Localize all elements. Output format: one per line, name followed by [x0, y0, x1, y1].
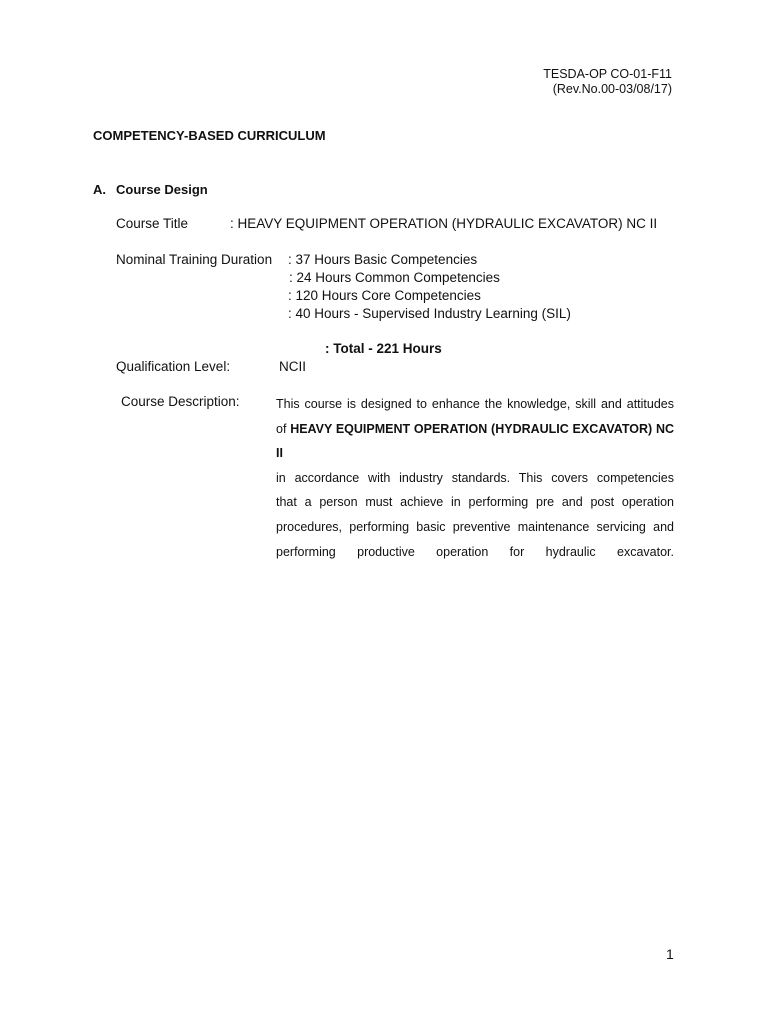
document-title: COMPETENCY-BASED CURRICULUM: [93, 128, 326, 143]
description-qualification: HEAVY EQUIPMENT OPERATION (HYDRAULIC EXCAVATOR) NC II: [276, 421, 674, 461]
duration-core: : 120 Hours Core Competencies: [288, 288, 481, 303]
qualification-label: Qualification Level:: [116, 359, 231, 374]
page-number: 1: [666, 946, 674, 962]
duration-common: : 24 Hours Common Competencies: [289, 270, 500, 285]
description-line: in accordance with industry standards. This covers competencies: [276, 470, 674, 485]
duration-basic: : 37 Hours Basic Competencies: [288, 252, 478, 267]
description-line: performing productive operation for hydraulic excavator.: [276, 544, 674, 559]
description-label: Course Description:: [121, 394, 240, 409]
section-title: Course Design: [116, 182, 208, 197]
form-code: TESDA-OP CO-01-F11: [543, 67, 672, 81]
description-line: This course is designed to enhance the knowledge, skill and attitudes: [276, 397, 674, 411]
description-line: procedures, performing basic preventive maintenance servicing and: [276, 519, 674, 534]
description-line-prefix: of: [276, 421, 291, 436]
duration-label: Nominal Training Duration: [116, 252, 273, 267]
section-letter: A.: [93, 182, 106, 197]
duration-sil: : 40 Hours - Supervised Industry Learning (SIL): [288, 306, 571, 321]
duration-total: : Total - 221 Hours: [325, 341, 442, 356]
course-title-label: Course Title: [116, 216, 189, 231]
revision-number: (Rev.No.00-03/08/17): [552, 82, 672, 96]
description-line: that a person must achieve in performing pre and post operation: [276, 495, 674, 510]
qualification-value: NCII: [279, 359, 306, 374]
course-title-value: : HEAVY EQUIPMENT OPERATION (HYDRAULIC EXCAVATOR) NC II: [230, 216, 658, 231]
course-description: [276, 392, 674, 564]
description-line: [276, 417, 674, 466]
